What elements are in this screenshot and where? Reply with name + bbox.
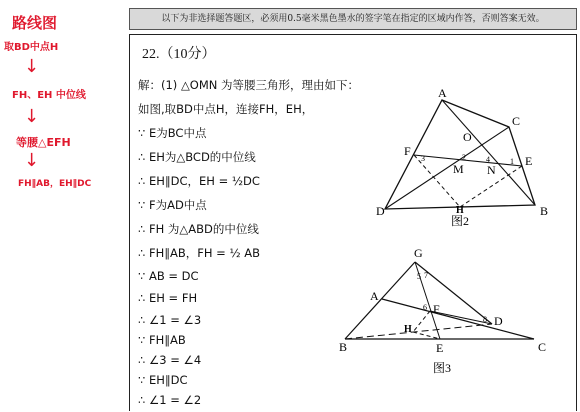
fig2-label-d: D: [376, 204, 385, 218]
fig2-segment-fe: [414, 155, 522, 166]
fig3-angle-5: 5: [417, 272, 421, 281]
fig3-label-d: D: [494, 314, 503, 328]
fig3-angle-6: 6: [423, 303, 427, 312]
fig3-label-g: G: [414, 246, 423, 260]
solution-line: ∴ EH∥DC，EH = ½DC: [138, 174, 260, 188]
roadmap-arrow-1: ↓: [24, 56, 40, 77]
fig2-label-f: F: [404, 144, 411, 158]
solution-line: ∴ FH 为△ABD的中位线: [138, 222, 259, 236]
solution-line: ∴ EH = FH: [138, 291, 198, 305]
fig2-angle-1: 1: [510, 157, 514, 166]
answer-area: [129, 34, 577, 411]
margin-roadmap: [0, 0, 128, 411]
fig3-label-f: F: [433, 302, 440, 316]
fig2-label-e: E: [525, 154, 533, 168]
question-number: 22.（10分）: [142, 47, 216, 62]
fig3-caption: 图3: [433, 361, 452, 375]
geometry-figures: [130, 35, 576, 412]
roadmap-arrow-3: ↓: [24, 150, 40, 171]
fig2-angle-2: 2: [462, 153, 466, 162]
roadmap-step-4: FH∥AB，EH∥DC: [18, 179, 92, 189]
fig3-label-e: E: [436, 341, 444, 355]
solution-line: ∵ E为BC中点: [138, 126, 207, 140]
fig3-label-b: B: [339, 340, 348, 354]
roadmap-step-1: 取BD中点H: [4, 42, 59, 53]
solution-line: ∴ ∠3 = ∠4: [138, 353, 202, 367]
fig2-label-n: N: [487, 163, 496, 177]
solution-line: ∵ F为AD中点: [138, 198, 207, 212]
fig3-dashed-bd: [345, 324, 492, 339]
figure-2: [376, 86, 548, 228]
fig2-diagonal-ac-b: [442, 100, 535, 205]
roadmap-title: 路线图: [12, 14, 58, 32]
fig2-label-m: M: [453, 162, 464, 176]
roadmap-step-3: 等腰△EFH: [16, 136, 71, 149]
solution-line: ∴ ∠1 = ∠2: [138, 393, 202, 407]
fig2-label-h: H: [456, 205, 464, 216]
solution-line: ∴ FH∥AB，FH = ½ AB: [138, 246, 261, 260]
fig3-dashed-he: [413, 332, 440, 339]
fig2-label-a: A: [438, 86, 447, 100]
fig2-label-c: C: [512, 114, 521, 128]
fig2-label-b: B: [540, 204, 549, 218]
fig3-label-a: A: [370, 289, 379, 303]
roadmap-arrow-2: ↓: [24, 106, 40, 127]
fig3-dashed-fh: [413, 311, 430, 332]
roadmap-step-2: FH、EH 中位线: [12, 90, 86, 101]
fig3-label-c: C: [538, 340, 547, 354]
fig3-label-h: H: [404, 324, 412, 335]
fig2-angle-4: 4: [486, 155, 490, 164]
fig2-label-o: O: [463, 130, 472, 144]
solution-line: 解：(1) △OMN 为等腰三角形，理由如下：: [138, 78, 360, 92]
fig3-angle-7: 7: [424, 271, 428, 280]
fig3-angle-8: 8: [483, 315, 487, 324]
solution-line: ∵ FH∥AB: [138, 333, 186, 347]
solution-line: ∴ ∠1 = ∠3: [138, 313, 202, 327]
fig2-angle-3: 3: [421, 154, 425, 163]
fig2-caption: 图2: [451, 214, 470, 228]
instruction-banner: 以下为非选择题答题区，必须用0.5毫米黑色墨水的签字笔在指定的区域内作答，否则答案无效。: [129, 8, 577, 30]
figure-3: [339, 246, 546, 375]
solution-line: ∵ AB = DC: [138, 269, 199, 283]
solution-line: ∵ EH∥DC: [138, 373, 188, 387]
solution-line: 如图,取BD中点H，连接FH，EH，: [138, 102, 314, 116]
solution-line: ∴ EH为△BCD的中位线: [138, 150, 256, 164]
